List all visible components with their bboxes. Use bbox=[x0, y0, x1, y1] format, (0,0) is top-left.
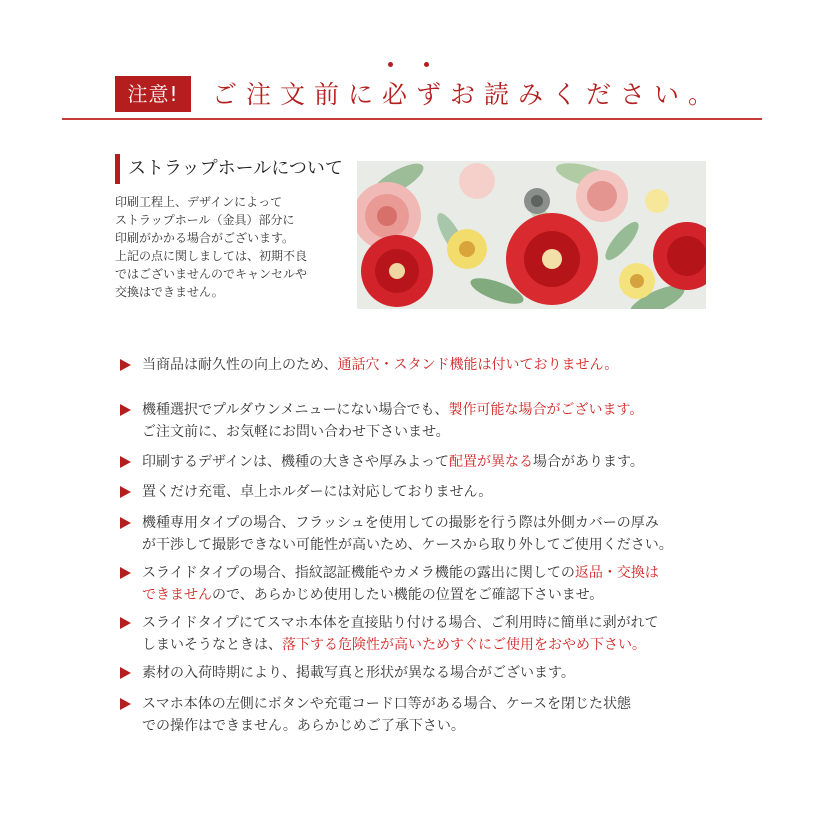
note-emphasis: 製作可能な場合がございます。 bbox=[448, 402, 644, 418]
note-text: スライドタイプにてスマホ本体を直接貼り付ける場合、ご利用時に簡単に剥がれて bbox=[142, 615, 659, 631]
strap-text-line: 印刷がかかる場合がございます。 bbox=[115, 231, 295, 245]
note-text: ので、あらかじめ使用したい機能の位置をご確認下さいませ。 bbox=[212, 587, 604, 603]
arrow-bullet-icon bbox=[120, 456, 131, 468]
header-divider bbox=[62, 118, 762, 120]
arrow-bullet-icon bbox=[120, 667, 131, 679]
list-item bbox=[120, 662, 760, 684]
note-emphasis: 配置が異なる bbox=[449, 454, 534, 470]
strap-text-line: 印刷工程上、デザインによって bbox=[115, 195, 283, 209]
note-text: スマホ本体の左側にボタンや充電コード口等がある場合、ケースを閉じた状態 bbox=[142, 696, 632, 712]
note-text: 機種専用タイプの場合、フラッシュを使用しての撮影を行う際は外側カバーの厚み bbox=[142, 515, 659, 531]
list-item bbox=[120, 562, 760, 606]
list-item bbox=[120, 451, 760, 473]
note-text: 置くだけ充電、卓上ホルダーには対応しておりません。 bbox=[142, 484, 493, 500]
note-emphasis: できません bbox=[142, 587, 212, 603]
note-text: 場合があります。 bbox=[533, 454, 644, 470]
note-text: 当商品は耐久性の向上のため、 bbox=[142, 357, 338, 373]
arrow-bullet-icon bbox=[120, 404, 131, 416]
arrow-bullet-icon bbox=[120, 486, 131, 498]
arrow-bullet-icon bbox=[120, 359, 131, 371]
notice-header bbox=[0, 0, 821, 130]
note-text: が干渉して撮影できない可能性が高いため、ケースから取り外してご使用ください。 bbox=[142, 537, 673, 553]
note-text: 印刷するデザインは、機種の大きさや厚みよって bbox=[142, 454, 450, 470]
strap-text-line: ではございませんのでキャンセルや bbox=[115, 267, 308, 281]
strap-text-line: ストラップホール（金具）部分に bbox=[115, 213, 295, 227]
note-text: 素材の入荷時期により、掲載写真と形状が異なる場合がございます。 bbox=[142, 665, 575, 681]
note-text: スライドタイプの場合、指紋認証機能やカメラ機能の露出に関しての bbox=[142, 565, 575, 581]
list-item bbox=[120, 399, 760, 443]
caution-badge: 注意! bbox=[115, 76, 191, 112]
floral-case-photo bbox=[357, 161, 706, 309]
strap-text-line: 上記の点に関しましては、初期不良 bbox=[115, 249, 308, 263]
emphasis-dot bbox=[388, 62, 393, 67]
note-emphasis: 返品・交換は bbox=[574, 565, 659, 581]
note-text: しまいそうなときは、 bbox=[142, 637, 282, 653]
strap-text-line: 交換はできません。 bbox=[115, 285, 224, 299]
strap-hole-heading: ストラップホールについて bbox=[115, 154, 343, 184]
list-item bbox=[120, 693, 760, 737]
arrow-bullet-icon bbox=[120, 617, 131, 629]
arrow-bullet-icon bbox=[120, 517, 131, 529]
emphasis-dot bbox=[424, 62, 429, 67]
note-emphasis: 通話穴・スタンド機能は付いておりません。 bbox=[337, 357, 619, 373]
note-text: ご注文前に、お気軽にお問い合わせ下さいませ。 bbox=[142, 424, 450, 440]
strap-hole-description bbox=[115, 193, 351, 301]
arrow-bullet-icon bbox=[120, 567, 131, 579]
list-item bbox=[120, 612, 760, 656]
note-emphasis: 落下する危険性が高いためすぐにご使用をおやめ下さい。 bbox=[282, 637, 646, 653]
list-item bbox=[120, 481, 760, 503]
list-item bbox=[120, 512, 760, 556]
note-text: 機種選択でプルダウンメニューにない場合でも、 bbox=[142, 402, 449, 418]
note-text: での操作はできません。あらかじめご了承下さい。 bbox=[142, 718, 465, 734]
notice-title: ご注文前に必ずお読みください。 bbox=[212, 80, 723, 109]
arrow-bullet-icon bbox=[120, 698, 131, 710]
list-item bbox=[120, 354, 760, 376]
